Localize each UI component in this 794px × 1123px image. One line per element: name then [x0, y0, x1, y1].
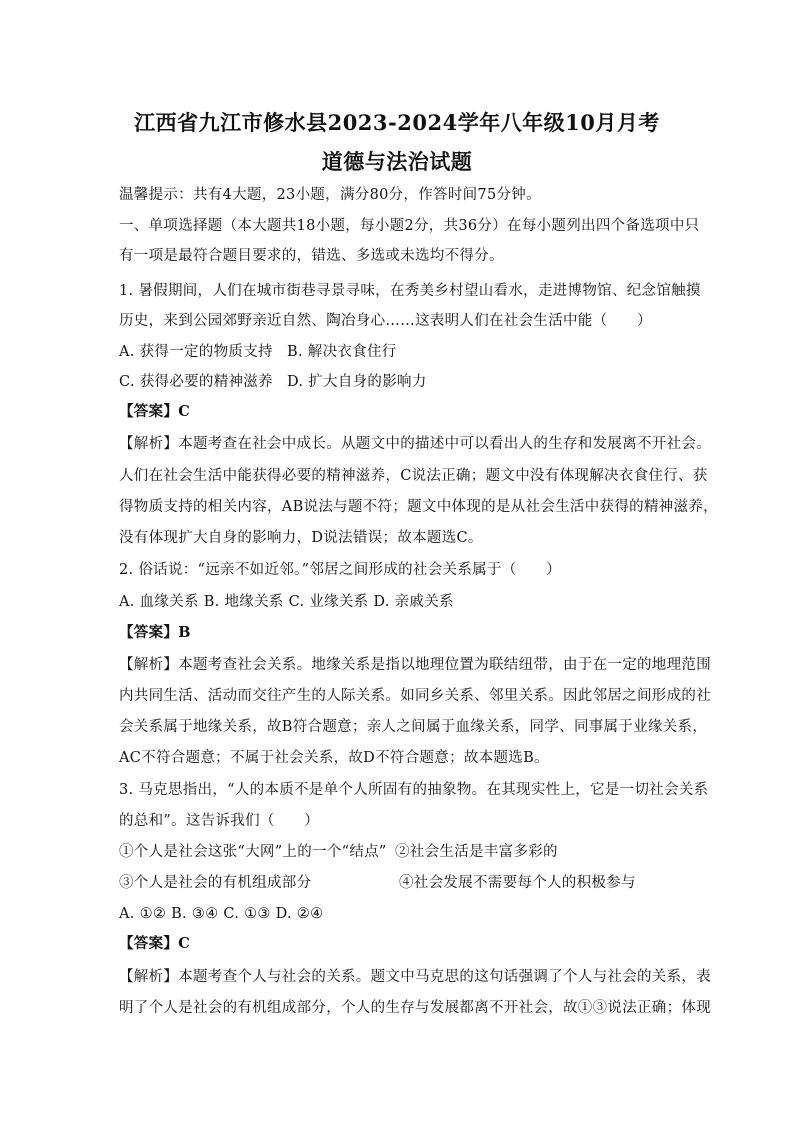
q1-answer: 【答案】C: [119, 403, 191, 420]
q1-analysis-line-3: 得物质支持的相关内容，AB说法与题不符；题文中体现的是从社会生活中获得的精神滋养，: [119, 499, 718, 515]
q2-answer: 【答案】B: [119, 624, 191, 641]
q1-option-d: D. 扩大自身的影响力: [287, 374, 427, 390]
q1-analysis-line-2: 人们在社会生活中能获得必要的精神滋养，C说法正确；题文中没有体现解决衣食住行、获: [119, 468, 708, 484]
q3-items-row-2: [119, 873, 636, 893]
q3-analysis-line-1: 【解析】本题考查个人与社会的关系。题文中马克思的这句话强调了个人与社会的关系，表: [119, 969, 711, 985]
q3-stem-line-1: 3. 马克思指出，“人的本质不是单个人所固有的抽象物。在其现实性上，它是一切社会关系: [119, 782, 709, 798]
q3-items-row-1: [119, 842, 558, 862]
q3-options: A. ①② B. ③④ C. ①③ D. ②④: [119, 906, 324, 922]
q1-analysis-line-4: 没有体现扩大自身的影响力，D说法错误；故本题选C。: [119, 530, 483, 546]
q3-answer: 【答案】C: [119, 935, 191, 952]
q1-stem-line-2: 历史，来到公园郊野亲近自然、陶冶身心……这表明人们在社会生活中能（ ）: [119, 313, 652, 329]
exam-tip: 温馨提示：共有4大题，23小题，满分80分，作答时间75分钟。: [119, 187, 541, 203]
q2-analysis-line-3: 会关系属于地缘关系，故B符合题意；亲人之间属于血缘关系，同学、同事属于业缘关系，: [119, 719, 708, 735]
q2-stem: 2. 俗话说：“远亲不如近邻。”邻居之间形成的社会关系属于（ ）: [119, 562, 561, 578]
section-heading-line-1: 一、单项选择题（本大题共18小题，每小题2分，共36分）在每小题列出四个备选项中只: [119, 218, 700, 234]
q1-option-a: A. 获得一定的物质支持: [119, 344, 273, 360]
section-heading-line-2: 有一项是最符合题目要求的，错选、多选或未选均不得分。: [119, 248, 504, 264]
q1-stem-line-1: 1. 暑假期间，人们在城市街巷寻景寻味，在秀美乡村望山看水，走进博物馆、纪念馆触摸: [119, 283, 701, 299]
q3-stem-line-2: 的总和”。这告诉我们（ ）: [119, 813, 320, 829]
q2-options: A. 血缘关系 B. 地缘关系 C. 业缘关系 D. 亲戚关系: [119, 594, 454, 610]
q1-option-b: B. 解决衣食住行: [287, 344, 397, 360]
exam-title: 江西省九江市修水县2023-2024学年八年级10月月考: [134, 110, 660, 135]
q2-analysis-line-2: 内共同生活、活动而交往产生的人际关系。如同乡关系、邻里关系。因此邻居之间形成的社: [119, 688, 711, 704]
q2-analysis-line-1: 【解析】本题考查社会关系。地缘关系是指以地理位置为联结纽带，由于在一定的地理范围: [119, 657, 711, 673]
q1-option-c: C. 获得必要的精神滋养: [119, 374, 273, 390]
q1-options-row-1: [119, 342, 397, 362]
q1-options-row-2: [119, 372, 427, 392]
q3-item-4: ④社会发展不需要每个人的积极参与: [399, 875, 636, 891]
q3-item-2: ②社会生活是丰富多彩的: [395, 844, 558, 860]
q3-item-3: ③个人是社会的有机组成部分: [119, 875, 312, 891]
exam-subject-title: 道德与法治试题: [321, 149, 473, 174]
q2-analysis-line-4: AC不符合题意；不属于社会关系，故D不符合题意；故本题选B。: [119, 750, 549, 766]
q3-item-1: ①个人是社会这张“大网”上的一个“结点”: [119, 844, 387, 860]
q1-analysis-line-1: 【解析】本题考查在社会中成长。从题文中的描述中可以看出人的生存和发展离不开社会。: [119, 436, 711, 452]
q3-analysis-line-2: 明了个人是社会的有机组成部分，个人的生存与发展都离不开社会，故①③说法正确；体现: [119, 1000, 711, 1016]
